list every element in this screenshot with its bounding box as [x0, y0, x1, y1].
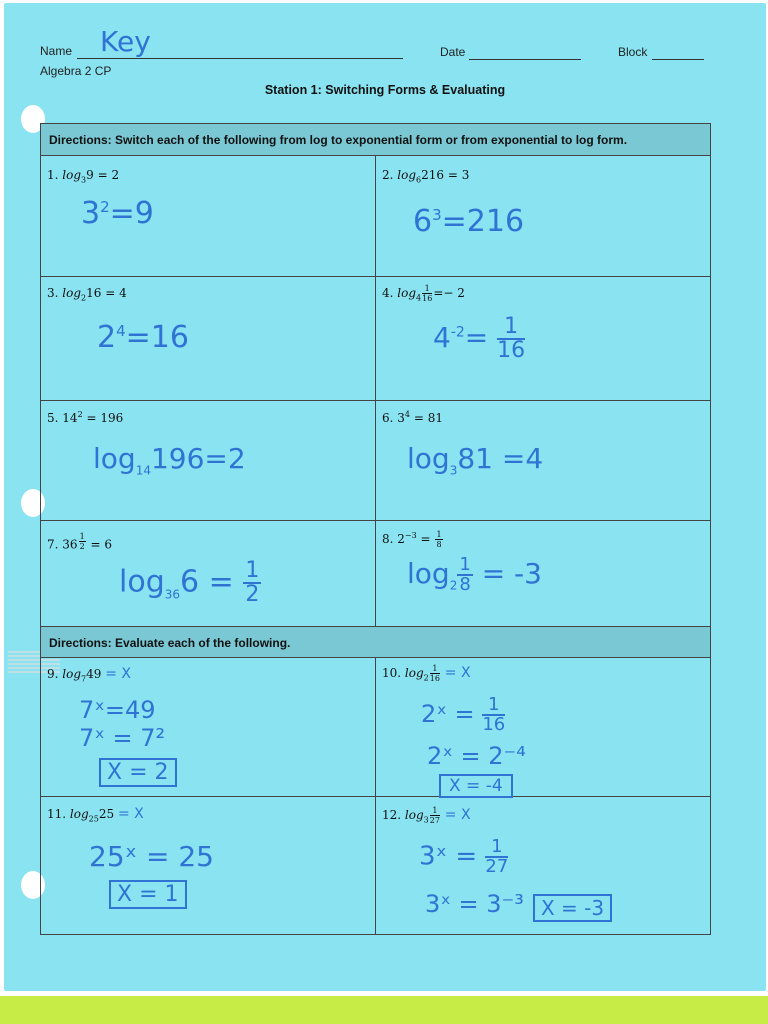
answer-1: $3^2=9$ [81, 196, 154, 231]
final-answer-9: X = 2 [99, 758, 177, 787]
work-10-step1: 2ˣ = $\frac{1}{16}$ [421, 694, 506, 735]
problem-8: 8. $2^{-3}$ = $\frac{1}{8}$ [382, 530, 442, 549]
name-line [77, 58, 403, 59]
answer-4: $4^{-2}=$ $\frac{1}{16}$ [433, 314, 526, 363]
column-divider [375, 156, 376, 626]
answer-5: $\log_{14}196=2$ [93, 442, 246, 478]
page-title: Station 1: Switching Forms & Evaluating [264, 83, 506, 97]
answer-8: $\log_2$ $\frac{1}{8} = -3$ [407, 554, 542, 595]
work-10-step2: 2ˣ = 2⁻⁴ [427, 742, 526, 770]
column-divider [375, 658, 376, 934]
date-line [469, 59, 581, 60]
course-label: Algebra 2 CP [40, 64, 112, 78]
final-answer-12: X = -3 [533, 894, 612, 922]
block-label: Block [618, 45, 648, 59]
green-paper-edge [0, 996, 768, 1024]
problem-grid [40, 123, 711, 935]
answer-7: $\log_{36}6$ = $\frac{1}{2}$ [119, 558, 260, 607]
problem-4: 4. $\log_4$ $\frac{1}{16}=- 2$ [382, 284, 465, 303]
date-label: Date [440, 45, 466, 59]
problem-6: 6. $3^4 = 81$ [382, 410, 443, 425]
problem-11: 11. $\log_{25}25 = X$ [47, 806, 144, 824]
final-answer-11: X = 1 [109, 880, 187, 909]
answer-3: $2^4=16$ [97, 320, 189, 355]
problem-3: 3. $\log_216 = 4$ [47, 286, 127, 303]
problem-2: 2. $\log_6216 = 3$ [382, 168, 470, 185]
directions-switch-forms: Directions: Switch each of the following from log to exponential form or from exponential to log form. [41, 124, 710, 156]
problem-1: 1. $\log_39 = 2$ [47, 168, 120, 185]
problem-12: 12. $\log_3$ $\frac{1}{27} = X$ [382, 806, 471, 825]
problem-5: 5. $14^2 = 196$ [47, 410, 124, 425]
answer-6: $\log_381 =4$ [407, 442, 544, 478]
final-answer-10: X = -4 [439, 774, 513, 798]
problem-7: 7. 36 $^{\frac{1}{2}}$ = 6 [47, 532, 112, 552]
problem-10: 10. $\log_2$ $\frac{1}{16} = X$ [382, 664, 471, 683]
block-line [652, 59, 704, 60]
name-label: Name [40, 44, 73, 58]
directions-evaluate: Directions: Evaluate each of the following. [41, 626, 710, 658]
work-9-step2: 7ˣ = 7² [79, 724, 166, 752]
work-12-step2: 3ˣ = 3⁻³ [425, 890, 524, 918]
work-12-step1: 3ˣ = $\frac{1}{27}$ [419, 836, 509, 877]
name-value: Key [100, 25, 151, 58]
worksheet-page [4, 3, 766, 991]
answer-2: $6^3=216$ [413, 204, 525, 239]
work-11-step1: 25ˣ = 25 [89, 840, 214, 873]
problem-9: 9. $\log_749 = X$ [47, 666, 132, 684]
work-9-step1: 7ˣ=49 [79, 696, 156, 724]
